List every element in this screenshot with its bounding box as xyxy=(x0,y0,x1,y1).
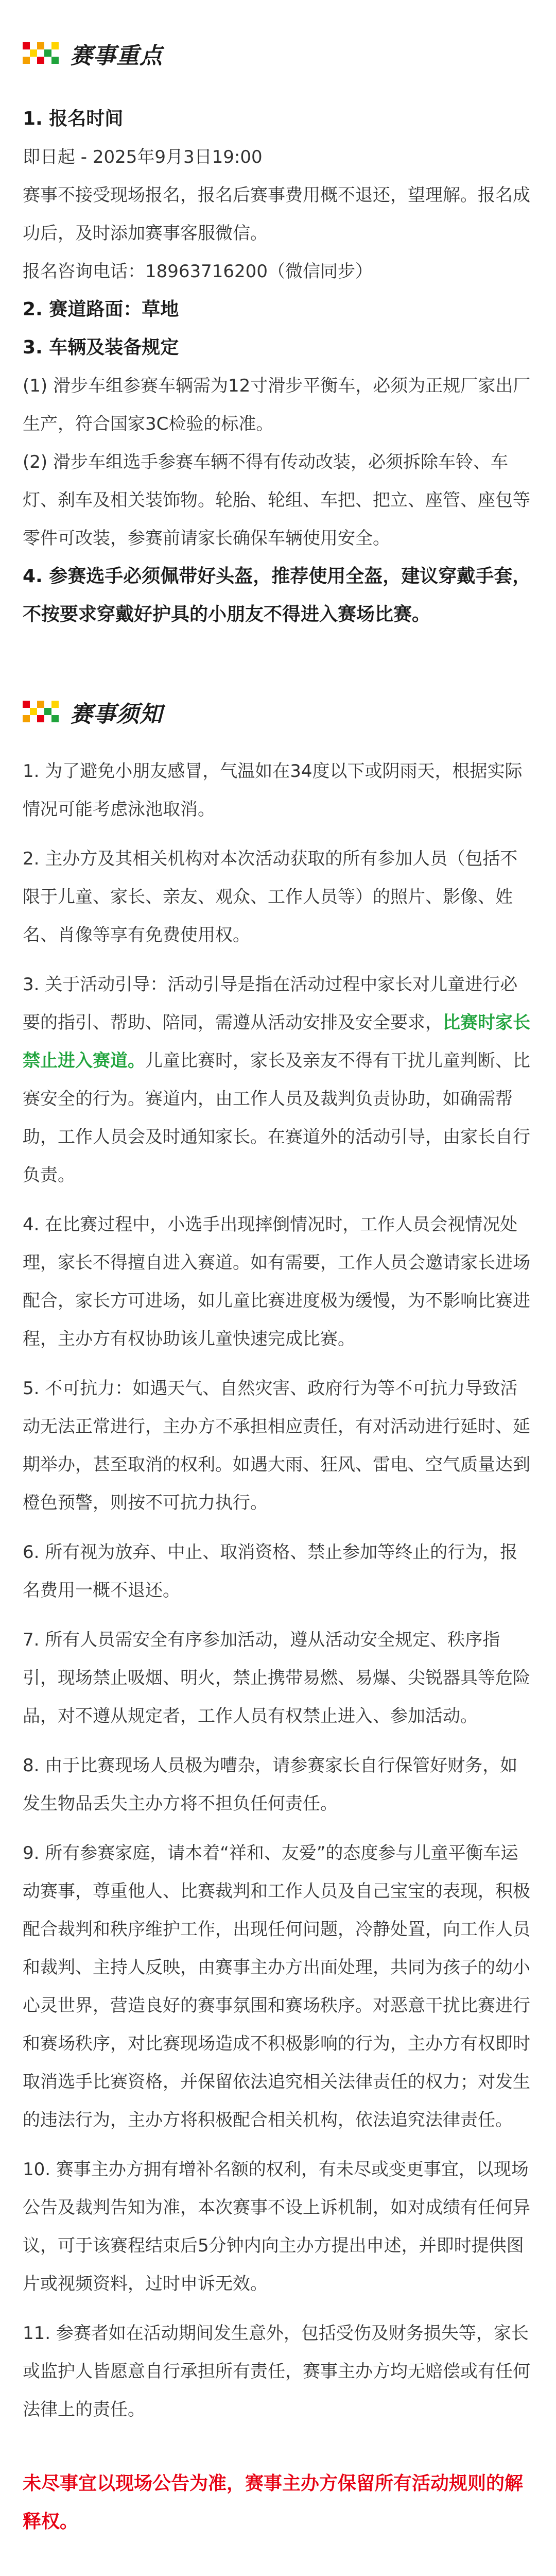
highlights-body xyxy=(23,100,533,634)
final-statement: 未尽事宜以现场公告为准，赛事主办方保留所有活动规则的解释权。 xyxy=(23,2473,524,2532)
registration-time-heading: 1. 报名时间 xyxy=(23,108,124,129)
rule-3-text-a: 3. 关于活动引导：活动引导是指在活动过程中家长对儿童进行必要的指引、帮助、陪同，需遵从活动安排及安全要求， xyxy=(23,974,518,1033)
rule-item: 9. 所有参赛家庭，请本着“祥和、友爱”的态度参与儿童平衡车运动赛事，尊重他人、比赛裁判和工作人员及自己宝宝的表现，积极配合裁判和秩序维护工作，出现任何问题，冷静处置，向工作人员和裁判、主持人反映，由赛事主办方出面处理，共同为孩子的幼小心灵世界，营造良好的赛事氛围和赛场秩序。对恶意干扰比赛进行和赛场秩序，对比赛现场造成不积极影响的行为，主办方有权即时取消选手比赛资格，并保留依法追究相关法律责任的权力；对发生的违法行为，主办方将积极配合相关机构，依法追究法律责任。 xyxy=(23,1843,530,2130)
registration-time-text: 即日起 - 2025年9月3日19:00 xyxy=(23,147,263,167)
rule-item: 1. 为了避免小朋友感冒，气温如在34度以下或阴雨天，根据实际情况可能考虑泳池取消。 xyxy=(23,761,523,820)
section-title-notice xyxy=(23,696,533,728)
rule-item: 4. 在比赛过程中，小选手出现摔倒情况时，工作人员会视情况处理，家长不得擅自进入赛道。如有需要，工作人员会邀请家长进场配合，家长方可进场，如儿童比赛进度极为缓慢，为不影响比赛进程，主办方有权协助该儿童快速完成比赛。 xyxy=(23,1214,530,1349)
rule-item: 8. 由于比赛现场人员极为嘈杂，请参赛家长自行保管好财务，如发生物品丢失主办方将不担负任何责任。 xyxy=(23,1755,518,1814)
track-surface-heading: 2. 赛道路面：草地 xyxy=(23,299,179,320)
section-title-text: 赛事须知 xyxy=(70,701,163,727)
rule-item: 7. 所有人员需安全有序参加活动，遵从活动安全规定、秩序指引，现场禁止吸烟、明火，禁止携带易燃、易爆、尖锐器具等危险品，对不遵从规定者，工作人员有权禁止进入、参加活动。 xyxy=(23,1630,530,1726)
rule-3-highlight: 比赛时家长禁止进入赛道。 xyxy=(23,1012,530,1071)
rule-item: 11. 参赛者如在活动期间发生意外，包括受伤及财务损失等，家长或监护人皆愿意自行承担所有责任，赛事主办方均无赔偿或有任何法律上的责任。 xyxy=(23,2323,530,2420)
rule-item: 6. 所有视为放弃、中止、取消资格、禁止参加等终止的行为，报名费用一概不退还。 xyxy=(23,1542,518,1601)
rule-item: 2. 主办方及其相关机构对本次活动获取的所有参加人员（包括不限于儿童、家长、亲友、观众、工作人员等）的照片、影像、姓名、肖像等享有免费使用权。 xyxy=(23,849,518,945)
registration-phone-text: 报名咨询电话：18963716200（微信同步） xyxy=(23,261,373,282)
notice-rules-list xyxy=(23,752,533,2429)
equipment-rule-1-text: (1) 滑步车组参赛车辆需为12寸滑步平衡车，必须为正规厂家出厂生产，符合国家3C检验的标准。 xyxy=(23,376,531,434)
rule-item xyxy=(23,965,533,1194)
rule-3-text-b: 儿童比赛时，家长及亲友不得有干扰儿童判断、比赛安全的行为。赛道内，由工作人员及裁判负责协助，如确需帮助，工作人员会及时通知家长。在赛道外的活动引导，由家长自行负责。 xyxy=(23,1050,530,1185)
section-title-highlights xyxy=(23,37,533,70)
checker-logo-icon xyxy=(23,701,61,723)
rule-item: 10. 赛事主办方拥有增补名额的权利，有未尽或变更事宜，以现场公告及裁判告知为准，本次赛事不设上诉机制，如对成绩有任何异议，可于该赛程结束后5分钟内向主办方提出申述，并即时提供图片或视频资料，过时申诉无效。 xyxy=(23,2159,530,2294)
section-title-text: 赛事重点 xyxy=(70,43,163,69)
equipment-rules-heading: 3. 车辆及装备规定 xyxy=(23,337,179,358)
registration-note-text: 赛事不接受现场报名，报名后赛事费用概不退还，望理解。报名成功后，及时添加赛事客服微信。 xyxy=(23,185,530,244)
rule-item: 5. 不可抗力：如遇天气、自然灾害、政府行为等不可抗力导致活动无法正常进行，主办方不承担相应责任，有对活动进行延时、延期举办，甚至取消的权利。如遇大雨、狂风、雷电、空气质量达到橙色预警，则按不可抗力执行。 xyxy=(23,1378,530,1513)
helmet-rule-text: 4. 参赛选手必须佩带好头盔，推荐使用全盔，建议穿戴手套，不按要求穿戴好护具的小朋友不得进入赛场比赛。 xyxy=(23,566,531,625)
checker-logo-icon xyxy=(23,42,61,65)
equipment-rule-2-text: (2) 滑步车组选手参赛车辆不得有传动改装，必须拆除车铃、车灯、刹车及相关装饰物。轮胎、轮组、车把、把立、座管、座包等零件可改装，参赛前请家长确保车辆使用安全。 xyxy=(23,452,530,549)
